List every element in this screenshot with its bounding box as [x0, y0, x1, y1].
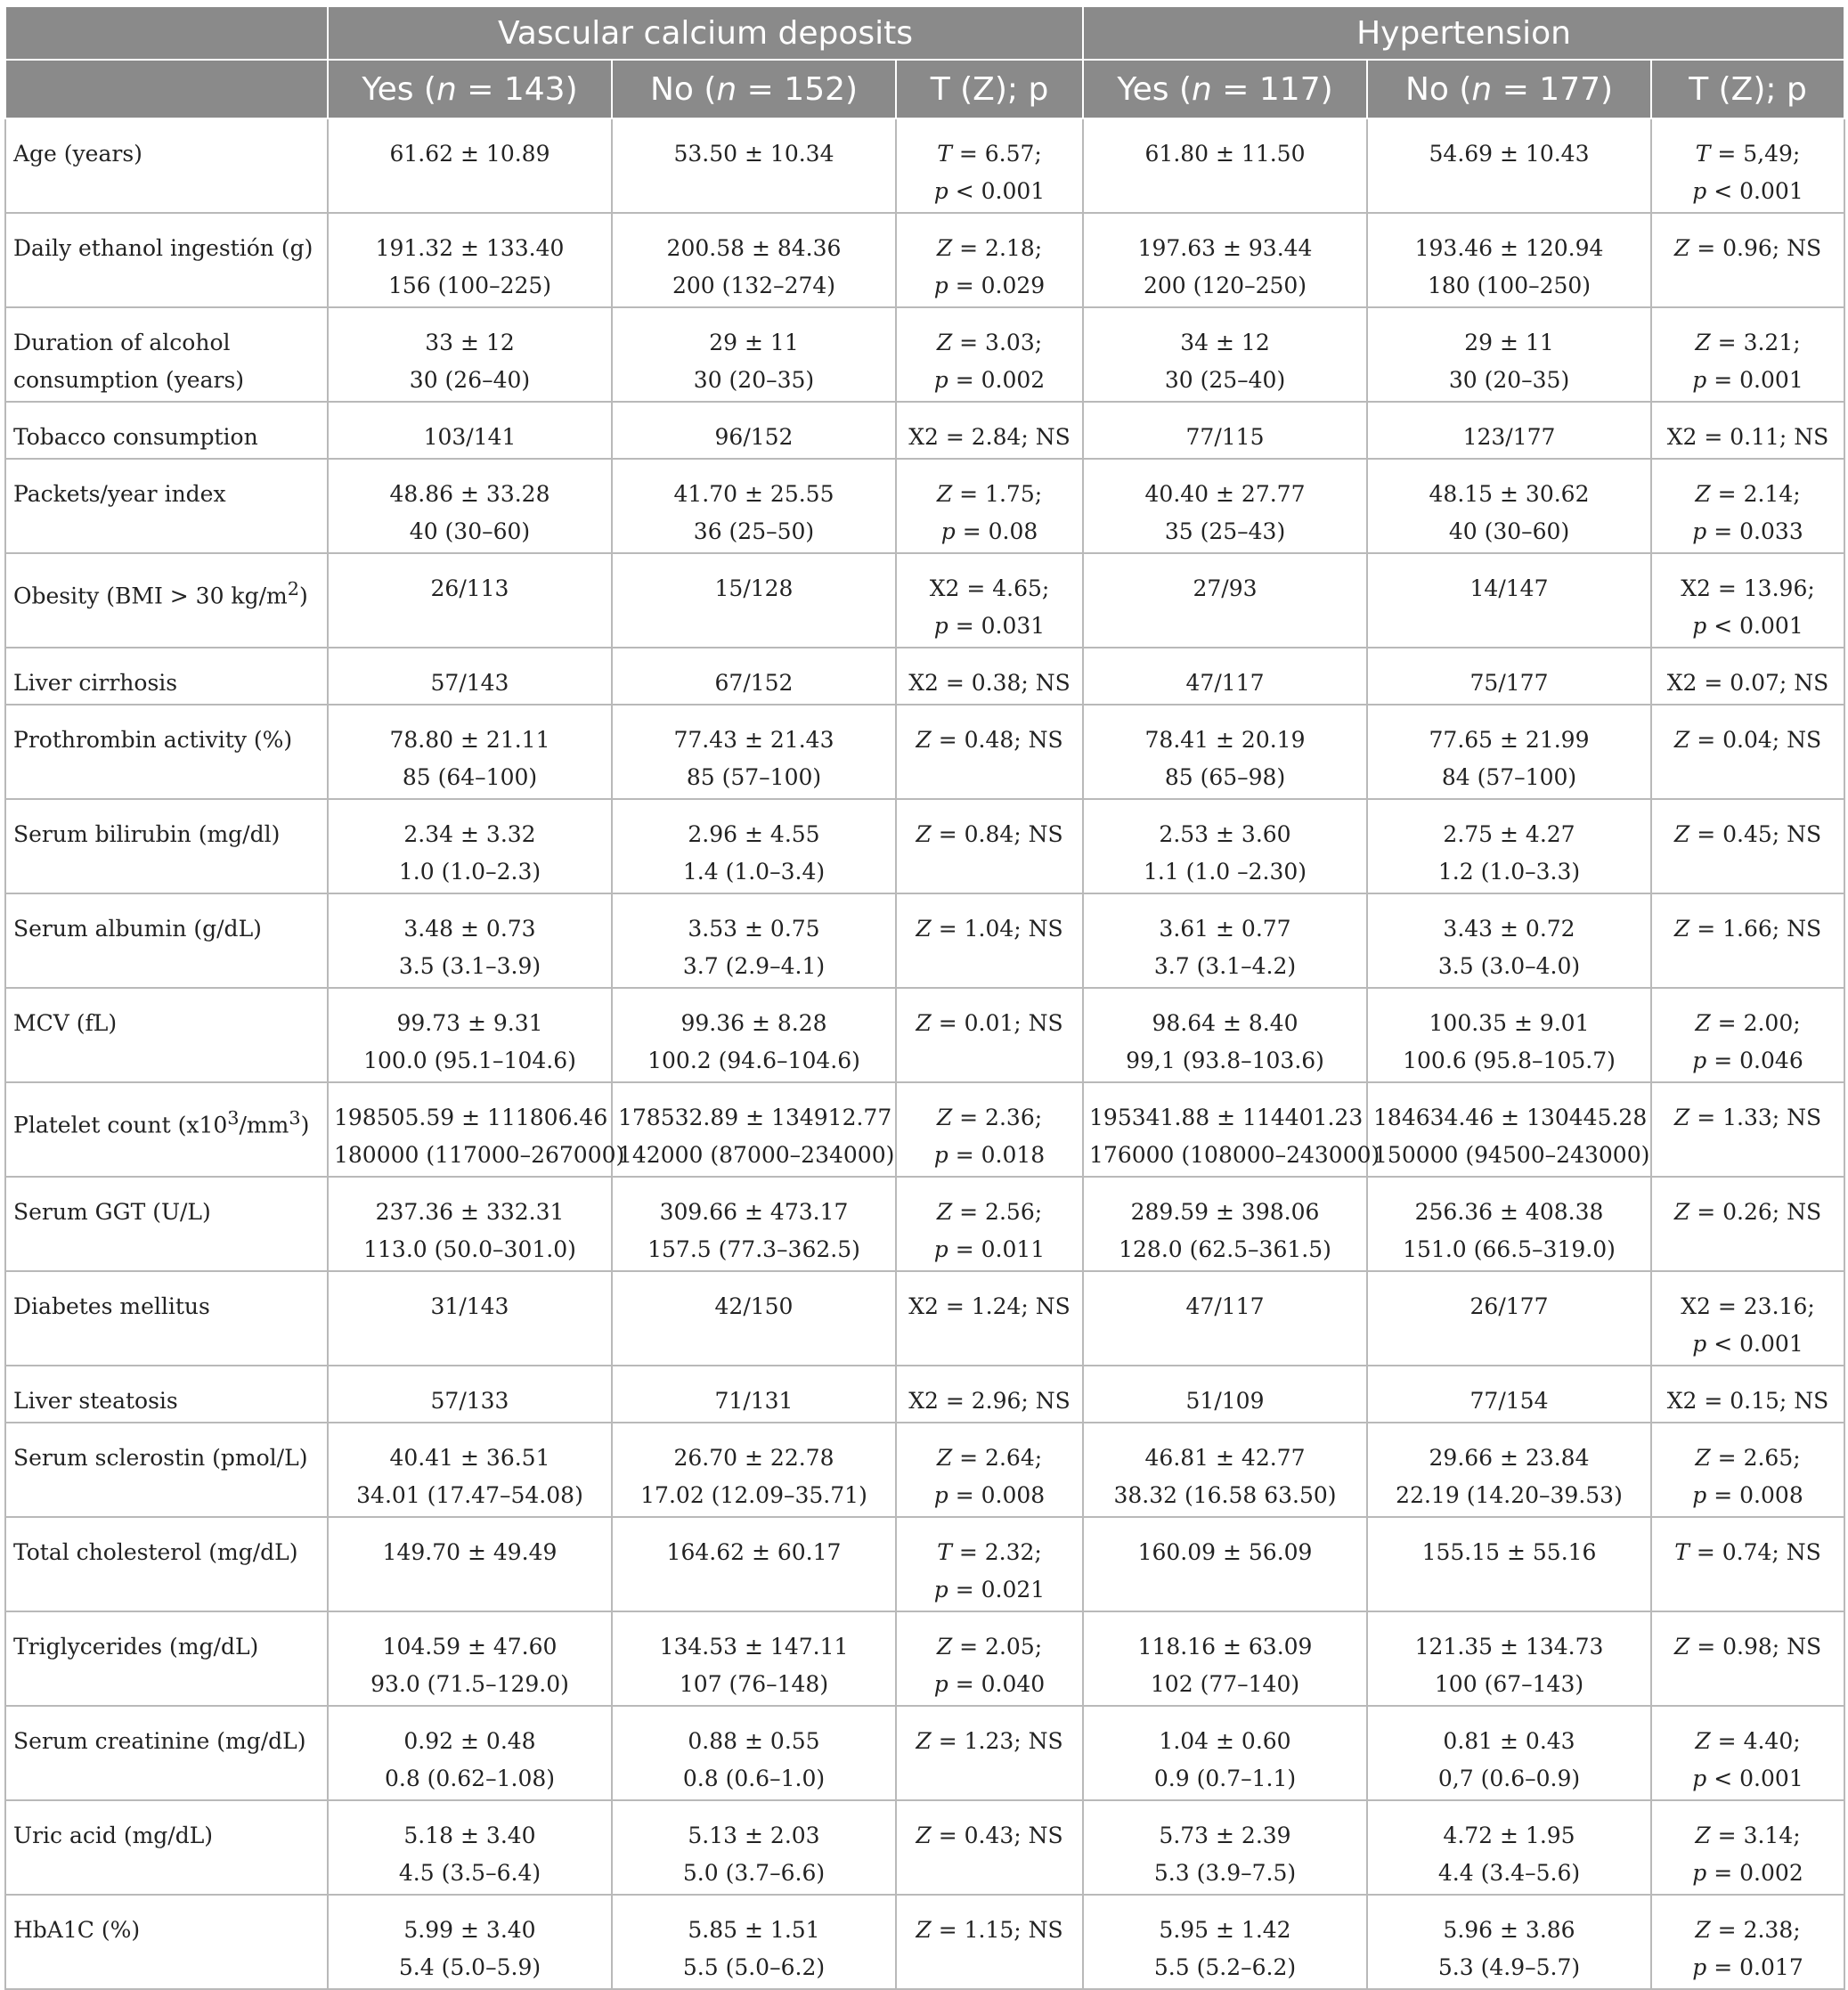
cell-hypertension-yes: 3.61 ± 0.77 3.7 (3.1–4.2)	[1083, 893, 1367, 988]
column-header-row	[5, 60, 1844, 118]
cell-hypertension-stat: Z = 2.65; p = 0.008	[1651, 1423, 1844, 1517]
cell-hypertension-yes: 289.59 ± 398.06 128.0 (62.5–361.5)	[1083, 1177, 1367, 1271]
cell-vascular-no: 15/128	[612, 553, 896, 648]
cell-hypertension-stat: X2 = 0.07; NS	[1651, 648, 1844, 705]
cell-vascular-yes: 0.92 ± 0.48 0.8 (0.62–1.08)	[328, 1706, 612, 1800]
cell-vascular-no: 29 ± 11 30 (20–35)	[612, 307, 896, 402]
row-label: Daily ethanol ingestión (g)	[5, 213, 328, 307]
cell-hypertension-yes: 5.95 ± 1.42 5.5 (5.2–6.2)	[1083, 1895, 1367, 1989]
row-label: Serum GGT (U/L)	[5, 1177, 328, 1271]
cell-hypertension-no: 5.96 ± 3.86 5.3 (4.9–5.7)	[1367, 1895, 1651, 1989]
cell-vascular-yes: 78.80 ± 21.11 85 (64–100)	[328, 705, 612, 799]
cell-hypertension-no: 14/147	[1367, 553, 1651, 648]
cell-vascular-no: 67/152	[612, 648, 896, 705]
cell-vascular-yes: 5.99 ± 3.40 5.4 (5.0–5.9)	[328, 1895, 612, 1989]
cell-hypertension-no: 75/177	[1367, 648, 1651, 705]
col-header-vascular-yes: Yes (n = 143)	[328, 60, 612, 118]
table-row	[5, 705, 1844, 799]
cell-hypertension-yes: 51/109	[1083, 1366, 1367, 1423]
table-row	[5, 893, 1844, 988]
table-row	[5, 1706, 1844, 1800]
cell-vascular-stat: X2 = 2.96; NS	[896, 1366, 1083, 1423]
cell-vascular-no: 5.85 ± 1.51 5.5 (5.0–6.2)	[612, 1895, 896, 1989]
cell-vascular-no: 26.70 ± 22.78 17.02 (12.09–35.71)	[612, 1423, 896, 1517]
cell-vascular-stat: X2 = 0.38; NS	[896, 648, 1083, 705]
cell-vascular-no: 200.58 ± 84.36 200 (132–274)	[612, 213, 896, 307]
cell-vascular-yes: 104.59 ± 47.60 93.0 (71.5–129.0)	[328, 1611, 612, 1706]
cell-hypertension-stat: X2 = 13.96; p < 0.001	[1651, 553, 1844, 648]
cell-vascular-yes: 191.32 ± 133.40 156 (100–225)	[328, 213, 612, 307]
cell-vascular-stat: Z = 0.84; NS	[896, 799, 1083, 893]
cell-vascular-stat: Z = 1.75; p = 0.08	[896, 459, 1083, 553]
cell-vascular-yes: 57/143	[328, 648, 612, 705]
cell-vascular-no: 3.53 ± 0.75 3.7 (2.9–4.1)	[612, 893, 896, 988]
cell-vascular-stat: Z = 2.64; p = 0.008	[896, 1423, 1083, 1517]
row-label: Duration of alcohol consumption (years)	[5, 307, 328, 402]
cell-vascular-yes: 40.41 ± 36.51 34.01 (17.47–54.08)	[328, 1423, 612, 1517]
cell-hypertension-yes: 197.63 ± 93.44 200 (120–250)	[1083, 213, 1367, 307]
col-header-hypertension-no: No (n = 177)	[1367, 60, 1651, 118]
cell-hypertension-no: 48.15 ± 30.62 40 (30–60)	[1367, 459, 1651, 553]
cell-hypertension-yes: 46.81 ± 42.77 38.32 (16.58 63.50)	[1083, 1423, 1367, 1517]
table-row	[5, 118, 1844, 213]
cell-hypertension-yes: 5.73 ± 2.39 5.3 (3.9–7.5)	[1083, 1800, 1367, 1895]
cell-hypertension-stat: Z = 2.38; p = 0.017	[1651, 1895, 1844, 1989]
row-label: Serum bilirubin (mg/dl)	[5, 799, 328, 893]
cell-hypertension-stat: Z = 1.66; NS	[1651, 893, 1844, 988]
cell-hypertension-yes: 47/117	[1083, 648, 1367, 705]
cell-hypertension-stat: Z = 2.00; p = 0.046	[1651, 988, 1844, 1082]
cell-vascular-stat: X2 = 2.84; NS	[896, 402, 1083, 459]
group-header-row	[5, 6, 1844, 60]
row-label: Age (years)	[5, 118, 328, 213]
cell-vascular-yes: 2.34 ± 3.32 1.0 (1.0–2.3)	[328, 799, 612, 893]
cell-hypertension-no: 3.43 ± 0.72 3.5 (3.0–4.0)	[1367, 893, 1651, 988]
cell-hypertension-stat: Z = 0.04; NS	[1651, 705, 1844, 799]
cell-vascular-no: 309.66 ± 473.17 157.5 (77.3–362.5)	[612, 1177, 896, 1271]
cell-vascular-stat: Z = 2.56; p = 0.011	[896, 1177, 1083, 1271]
col-header-vascular-no: No (n = 152)	[612, 60, 896, 118]
cell-vascular-no: 41.70 ± 25.55 36 (25–50)	[612, 459, 896, 553]
row-label: Triglycerides (mg/dL)	[5, 1611, 328, 1706]
cell-hypertension-no: 121.35 ± 134.73 100 (67–143)	[1367, 1611, 1651, 1706]
cell-hypertension-no: 184634.46 ± 130445.28 150000 (94500–243000)	[1367, 1082, 1651, 1177]
group-header-vascular: Vascular calcium deposits	[328, 6, 1083, 60]
table-row	[5, 1517, 1844, 1611]
cell-hypertension-yes: 27/93	[1083, 553, 1367, 648]
table-row	[5, 213, 1844, 307]
table-row	[5, 307, 1844, 402]
cell-vascular-no: 5.13 ± 2.03 5.0 (3.7–6.6)	[612, 1800, 896, 1895]
cell-vascular-no: 77.43 ± 21.43 85 (57–100)	[612, 705, 896, 799]
cell-hypertension-stat: Z = 4.40; p < 0.001	[1651, 1706, 1844, 1800]
col-header-hypertension-stat: T (Z); p	[1651, 60, 1844, 118]
cell-vascular-stat: T = 6.57; p < 0.001	[896, 118, 1083, 213]
cell-vascular-stat: X2 = 4.65; p = 0.031	[896, 553, 1083, 648]
cell-hypertension-yes: 2.53 ± 3.60 1.1 (1.0 –2.30)	[1083, 799, 1367, 893]
cell-vascular-no: 178532.89 ± 134912.77 142000 (87000–234000)	[612, 1082, 896, 1177]
cell-hypertension-no: 100.35 ± 9.01 100.6 (95.8–105.7)	[1367, 988, 1651, 1082]
row-label: Diabetes mellitus	[5, 1271, 328, 1366]
cell-vascular-no: 96/152	[612, 402, 896, 459]
row-label: Serum albumin (g/dL)	[5, 893, 328, 988]
cell-hypertension-yes: 195341.88 ± 114401.23 176000 (108000–243000)	[1083, 1082, 1367, 1177]
row-label: Serum creatinine (mg/dL)	[5, 1706, 328, 1800]
table-row	[5, 648, 1844, 705]
cell-hypertension-stat: Z = 3.14; p = 0.002	[1651, 1800, 1844, 1895]
cell-hypertension-no: 29.66 ± 23.84 22.19 (14.20–39.53)	[1367, 1423, 1651, 1517]
cell-hypertension-yes: 98.64 ± 8.40 99,1 (93.8–103.6)	[1083, 988, 1367, 1082]
cell-vascular-yes: 3.48 ± 0.73 3.5 (3.1–3.9)	[328, 893, 612, 988]
cell-vascular-yes: 61.62 ± 10.89	[328, 118, 612, 213]
cell-vascular-stat: Z = 1.23; NS	[896, 1706, 1083, 1800]
cell-hypertension-stat: Z = 0.98; NS	[1651, 1611, 1844, 1706]
cell-vascular-stat: Z = 1.15; NS	[896, 1895, 1083, 1989]
table-row	[5, 1082, 1844, 1177]
row-label: Tobacco consumption	[5, 402, 328, 459]
cell-hypertension-no: 77/154	[1367, 1366, 1651, 1423]
table-body	[5, 118, 1844, 1989]
cell-vascular-no: 53.50 ± 10.34	[612, 118, 896, 213]
cell-vascular-stat: T = 2.32; p = 0.021	[896, 1517, 1083, 1611]
cell-hypertension-no: 77.65 ± 21.99 84 (57–100)	[1367, 705, 1651, 799]
cell-hypertension-no: 0.81 ± 0.43 0,7 (0.6–0.9)	[1367, 1706, 1651, 1800]
label-header-cell	[5, 60, 328, 118]
cell-vascular-yes: 31/143	[328, 1271, 612, 1366]
cell-vascular-no: 71/131	[612, 1366, 896, 1423]
cell-hypertension-no: 193.46 ± 120.94 180 (100–250)	[1367, 213, 1651, 307]
col-header-vascular-stat: T (Z); p	[896, 60, 1083, 118]
cell-vascular-yes: 5.18 ± 3.40 4.5 (3.5–6.4)	[328, 1800, 612, 1895]
cell-hypertension-stat: Z = 0.96; NS	[1651, 213, 1844, 307]
cell-vascular-yes: 99.73 ± 9.31 100.0 (95.1–104.6)	[328, 988, 612, 1082]
cell-hypertension-stat: X2 = 0.11; NS	[1651, 402, 1844, 459]
cell-hypertension-yes: 77/115	[1083, 402, 1367, 459]
cell-vascular-no: 0.88 ± 0.55 0.8 (0.6–1.0)	[612, 1706, 896, 1800]
cell-vascular-yes: 33 ± 12 30 (26–40)	[328, 307, 612, 402]
cell-vascular-stat: X2 = 1.24; NS	[896, 1271, 1083, 1366]
table-row	[5, 553, 1844, 648]
cell-vascular-yes: 149.70 ± 49.49	[328, 1517, 612, 1611]
cell-hypertension-stat: Z = 1.33; NS	[1651, 1082, 1844, 1177]
cell-hypertension-stat: Z = 0.45; NS	[1651, 799, 1844, 893]
cell-vascular-yes: 237.36 ± 332.31 113.0 (50.0–301.0)	[328, 1177, 612, 1271]
table-row	[5, 1366, 1844, 1423]
cell-vascular-yes: 198505.59 ± 111806.46 180000 (117000–267000)	[328, 1082, 612, 1177]
cell-vascular-stat: Z = 1.04; NS	[896, 893, 1083, 988]
table-row	[5, 1423, 1844, 1517]
cell-vascular-stat: Z = 3.03; p = 0.002	[896, 307, 1083, 402]
cell-vascular-no: 99.36 ± 8.28 100.2 (94.6–104.6)	[612, 988, 896, 1082]
cell-hypertension-yes: 34 ± 12 30 (25–40)	[1083, 307, 1367, 402]
corner-header-cell	[5, 6, 328, 60]
table-row	[5, 1800, 1844, 1895]
row-label: MCV (fL)	[5, 988, 328, 1082]
cell-vascular-no: 42/150	[612, 1271, 896, 1366]
row-label: Uric acid (mg/dL)	[5, 1800, 328, 1895]
cell-hypertension-stat: Z = 3.21; p = 0.001	[1651, 307, 1844, 402]
row-label: Prothrombin activity (%)	[5, 705, 328, 799]
cell-hypertension-stat: Z = 2.14; p = 0.033	[1651, 459, 1844, 553]
cell-hypertension-yes: 40.40 ± 27.77 35 (25–43)	[1083, 459, 1367, 553]
table-row	[5, 459, 1844, 553]
cell-hypertension-no: 256.36 ± 408.38 151.0 (66.5–319.0)	[1367, 1177, 1651, 1271]
cell-hypertension-yes: 78.41 ± 20.19 85 (65–98)	[1083, 705, 1367, 799]
cell-hypertension-stat: X2 = 23.16; p < 0.001	[1651, 1271, 1844, 1366]
row-label: Liver cirrhosis	[5, 648, 328, 705]
cell-vascular-stat: Z = 2.05; p = 0.040	[896, 1611, 1083, 1706]
cell-hypertension-yes: 160.09 ± 56.09	[1083, 1517, 1367, 1611]
table-row	[5, 799, 1844, 893]
cell-vascular-no: 164.62 ± 60.17	[612, 1517, 896, 1611]
cell-hypertension-stat: T = 5,49; p < 0.001	[1651, 118, 1844, 213]
cell-hypertension-no: 4.72 ± 1.95 4.4 (3.4–5.6)	[1367, 1800, 1651, 1895]
cell-vascular-no: 2.96 ± 4.55 1.4 (1.0–3.4)	[612, 799, 896, 893]
row-label: Liver steatosis	[5, 1366, 328, 1423]
cell-vascular-no: 134.53 ± 147.11 107 (76–148)	[612, 1611, 896, 1706]
table-row	[5, 1177, 1844, 1271]
cell-hypertension-no: 54.69 ± 10.43	[1367, 118, 1651, 213]
cell-hypertension-yes: 61.80 ± 11.50	[1083, 118, 1367, 213]
table-row	[5, 1895, 1844, 1989]
col-header-hypertension-yes: Yes (n = 117)	[1083, 60, 1367, 118]
row-label: HbA1C (%)	[5, 1895, 328, 1989]
row-label: Serum sclerostin (pmol/L)	[5, 1423, 328, 1517]
cell-hypertension-yes: 118.16 ± 63.09 102 (77–140)	[1083, 1611, 1367, 1706]
cell-hypertension-stat: T = 0.74; NS	[1651, 1517, 1844, 1611]
cell-vascular-stat: Z = 2.36; p = 0.018	[896, 1082, 1083, 1177]
cell-hypertension-stat: Z = 0.26; NS	[1651, 1177, 1844, 1271]
cell-vascular-stat: Z = 0.43; NS	[896, 1800, 1083, 1895]
row-label: Packets/year index	[5, 459, 328, 553]
cell-hypertension-no: 2.75 ± 4.27 1.2 (1.0–3.3)	[1367, 799, 1651, 893]
group-header-hypertension: Hypertension	[1083, 6, 1844, 60]
row-label: Total cholesterol (mg/dL)	[5, 1517, 328, 1611]
cell-vascular-yes: 48.86 ± 33.28 40 (30–60)	[328, 459, 612, 553]
results-table	[4, 5, 1845, 1990]
table-row	[5, 988, 1844, 1082]
cell-hypertension-yes: 1.04 ± 0.60 0.9 (0.7–1.1)	[1083, 1706, 1367, 1800]
row-label: Obesity (BMI > 30 $kg/m^2$)	[5, 553, 328, 648]
cell-hypertension-no: 155.15 ± 55.16	[1367, 1517, 1651, 1611]
cell-vascular-stat: Z = 0.48; NS	[896, 705, 1083, 799]
cell-vascular-stat: Z = 2.18; p = 0.029	[896, 213, 1083, 307]
table-row	[5, 1611, 1844, 1706]
cell-vascular-yes: 57/133	[328, 1366, 612, 1423]
cell-vascular-yes: 103/141	[328, 402, 612, 459]
cell-hypertension-no: 29 ± 11 30 (20–35)	[1367, 307, 1651, 402]
cell-hypertension-stat: X2 = 0.15; NS	[1651, 1366, 1844, 1423]
row-label: Platelet count $(x10^3/mm^3)$	[5, 1082, 328, 1177]
cell-hypertension-no: 123/177	[1367, 402, 1651, 459]
cell-hypertension-yes: 47/117	[1083, 1271, 1367, 1366]
cell-vascular-stat: Z = 0.01; NS	[896, 988, 1083, 1082]
cell-vascular-yes: 26/113	[328, 553, 612, 648]
table-row	[5, 402, 1844, 459]
cell-hypertension-no: 26/177	[1367, 1271, 1651, 1366]
table-row	[5, 1271, 1844, 1366]
